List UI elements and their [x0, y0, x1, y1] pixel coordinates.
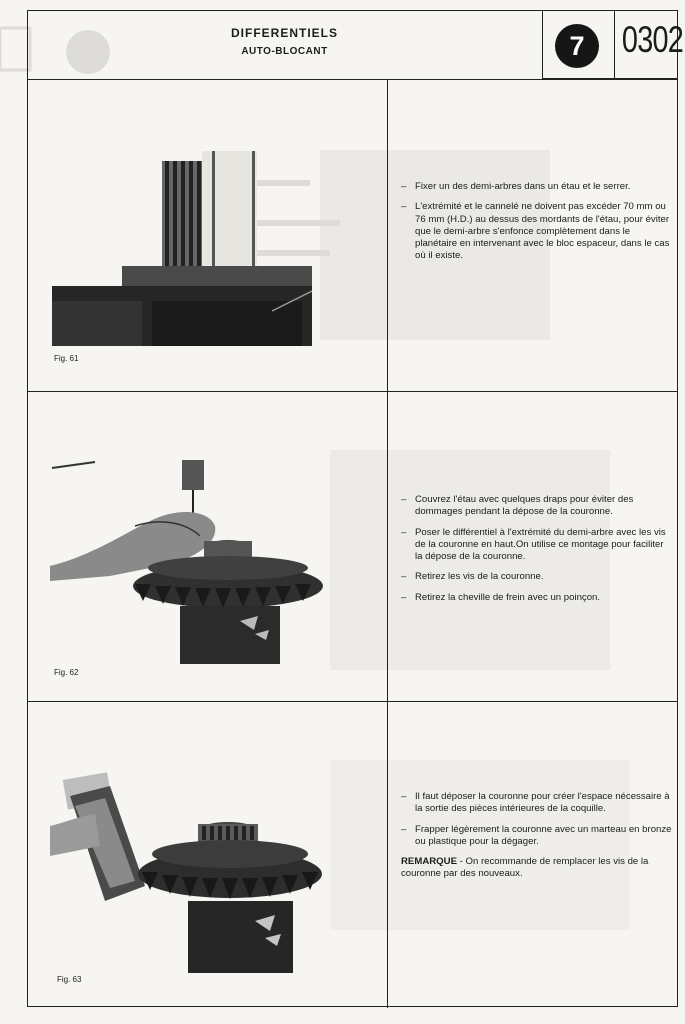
step-item: [401, 824, 673, 849]
section-badge-box: [542, 11, 614, 79]
step-item: [401, 592, 673, 604]
remark-note: [401, 856, 673, 881]
dash-bullet: –: [401, 526, 407, 538]
dash-bullet: –: [401, 791, 407, 802]
dash-bullet: –: [401, 201, 407, 213]
step-text: L'extrémité et le cannelé ne doivent pas excéder 70 mm ou 76 mm (H.D.) au dessus des mordants de l'étau, pour éviter que le demi-arbre s'enfonce complètement dans le planétaire en intervenant avec le bloc espaceur, dans le cas où il existe.: [415, 201, 670, 262]
step-text: Retirez la cheville de frein avec un poinçon.: [415, 591, 601, 603]
section-1-instructions: [401, 181, 673, 271]
step-item: [401, 527, 673, 564]
step-item: [401, 201, 673, 262]
page-frame: [27, 10, 684, 1007]
fig-61-vise-half-shaft-photo: [52, 151, 312, 346]
step-text: Il faut déposer la couronne pour créer l'espace nécessaire à la sortie des pièces intérieures de la coquille.: [415, 791, 670, 815]
fig-63-ring-gear-removal-photo: [50, 766, 325, 976]
fig-62-label: Fig. 62: [54, 668, 79, 677]
fig-61-label: Fig. 61: [54, 354, 79, 363]
dash-bullet: –: [401, 494, 407, 505]
page-code: 0302: [621, 19, 684, 60]
page-subtitle: AUTO-BLOCANT: [241, 46, 328, 57]
header-divider: [28, 79, 677, 80]
step-text: Poser le différentiel à l'extrémité du demi-arbre avec les vis de la couronne en haut.On utilise ce montage pour faciliter la dépose de la couronne.: [415, 526, 666, 563]
row-divider-1: [28, 391, 677, 392]
step-item: [401, 791, 673, 816]
page-title: DIFFERENTIELS: [230, 26, 338, 40]
dash-bullet: –: [401, 591, 407, 603]
remark-text: - On recommande de remplacer les vis de la couronne par des nouveaux.: [401, 856, 649, 880]
step-item: [401, 181, 673, 193]
step-item: [401, 494, 673, 519]
page-code-box: [614, 11, 684, 79]
section-2-instructions: [401, 494, 673, 612]
column-divider: [387, 79, 388, 1008]
fig-63-label: Fig. 63: [57, 975, 82, 984]
dash-bullet: –: [401, 571, 407, 583]
step-item: [401, 571, 673, 583]
step-text: Retirez les vis de la couronne.: [415, 571, 544, 583]
fig-62-differential-on-shaft-photo: [50, 456, 330, 666]
section-3-instructions: [401, 791, 673, 881]
step-text: Frapper légèrement la couronne avec un marteau en bronze ou plastique pour la dégager.: [415, 823, 672, 847]
step-text: Fixer un des demi-arbres dans un étau et le serrer.: [415, 181, 631, 192]
step-text: Couvrez l'étau avec quelques draps pour éviter des dommages pendant la dépose de la couronne.: [415, 494, 634, 518]
header-title-block: [28, 11, 541, 81]
section-badge: 7: [555, 24, 599, 68]
remark-lead: REMARQUE: [401, 856, 457, 868]
row-divider-2: [28, 701, 677, 702]
dash-bullet: –: [401, 181, 407, 192]
dash-bullet: –: [401, 823, 407, 835]
